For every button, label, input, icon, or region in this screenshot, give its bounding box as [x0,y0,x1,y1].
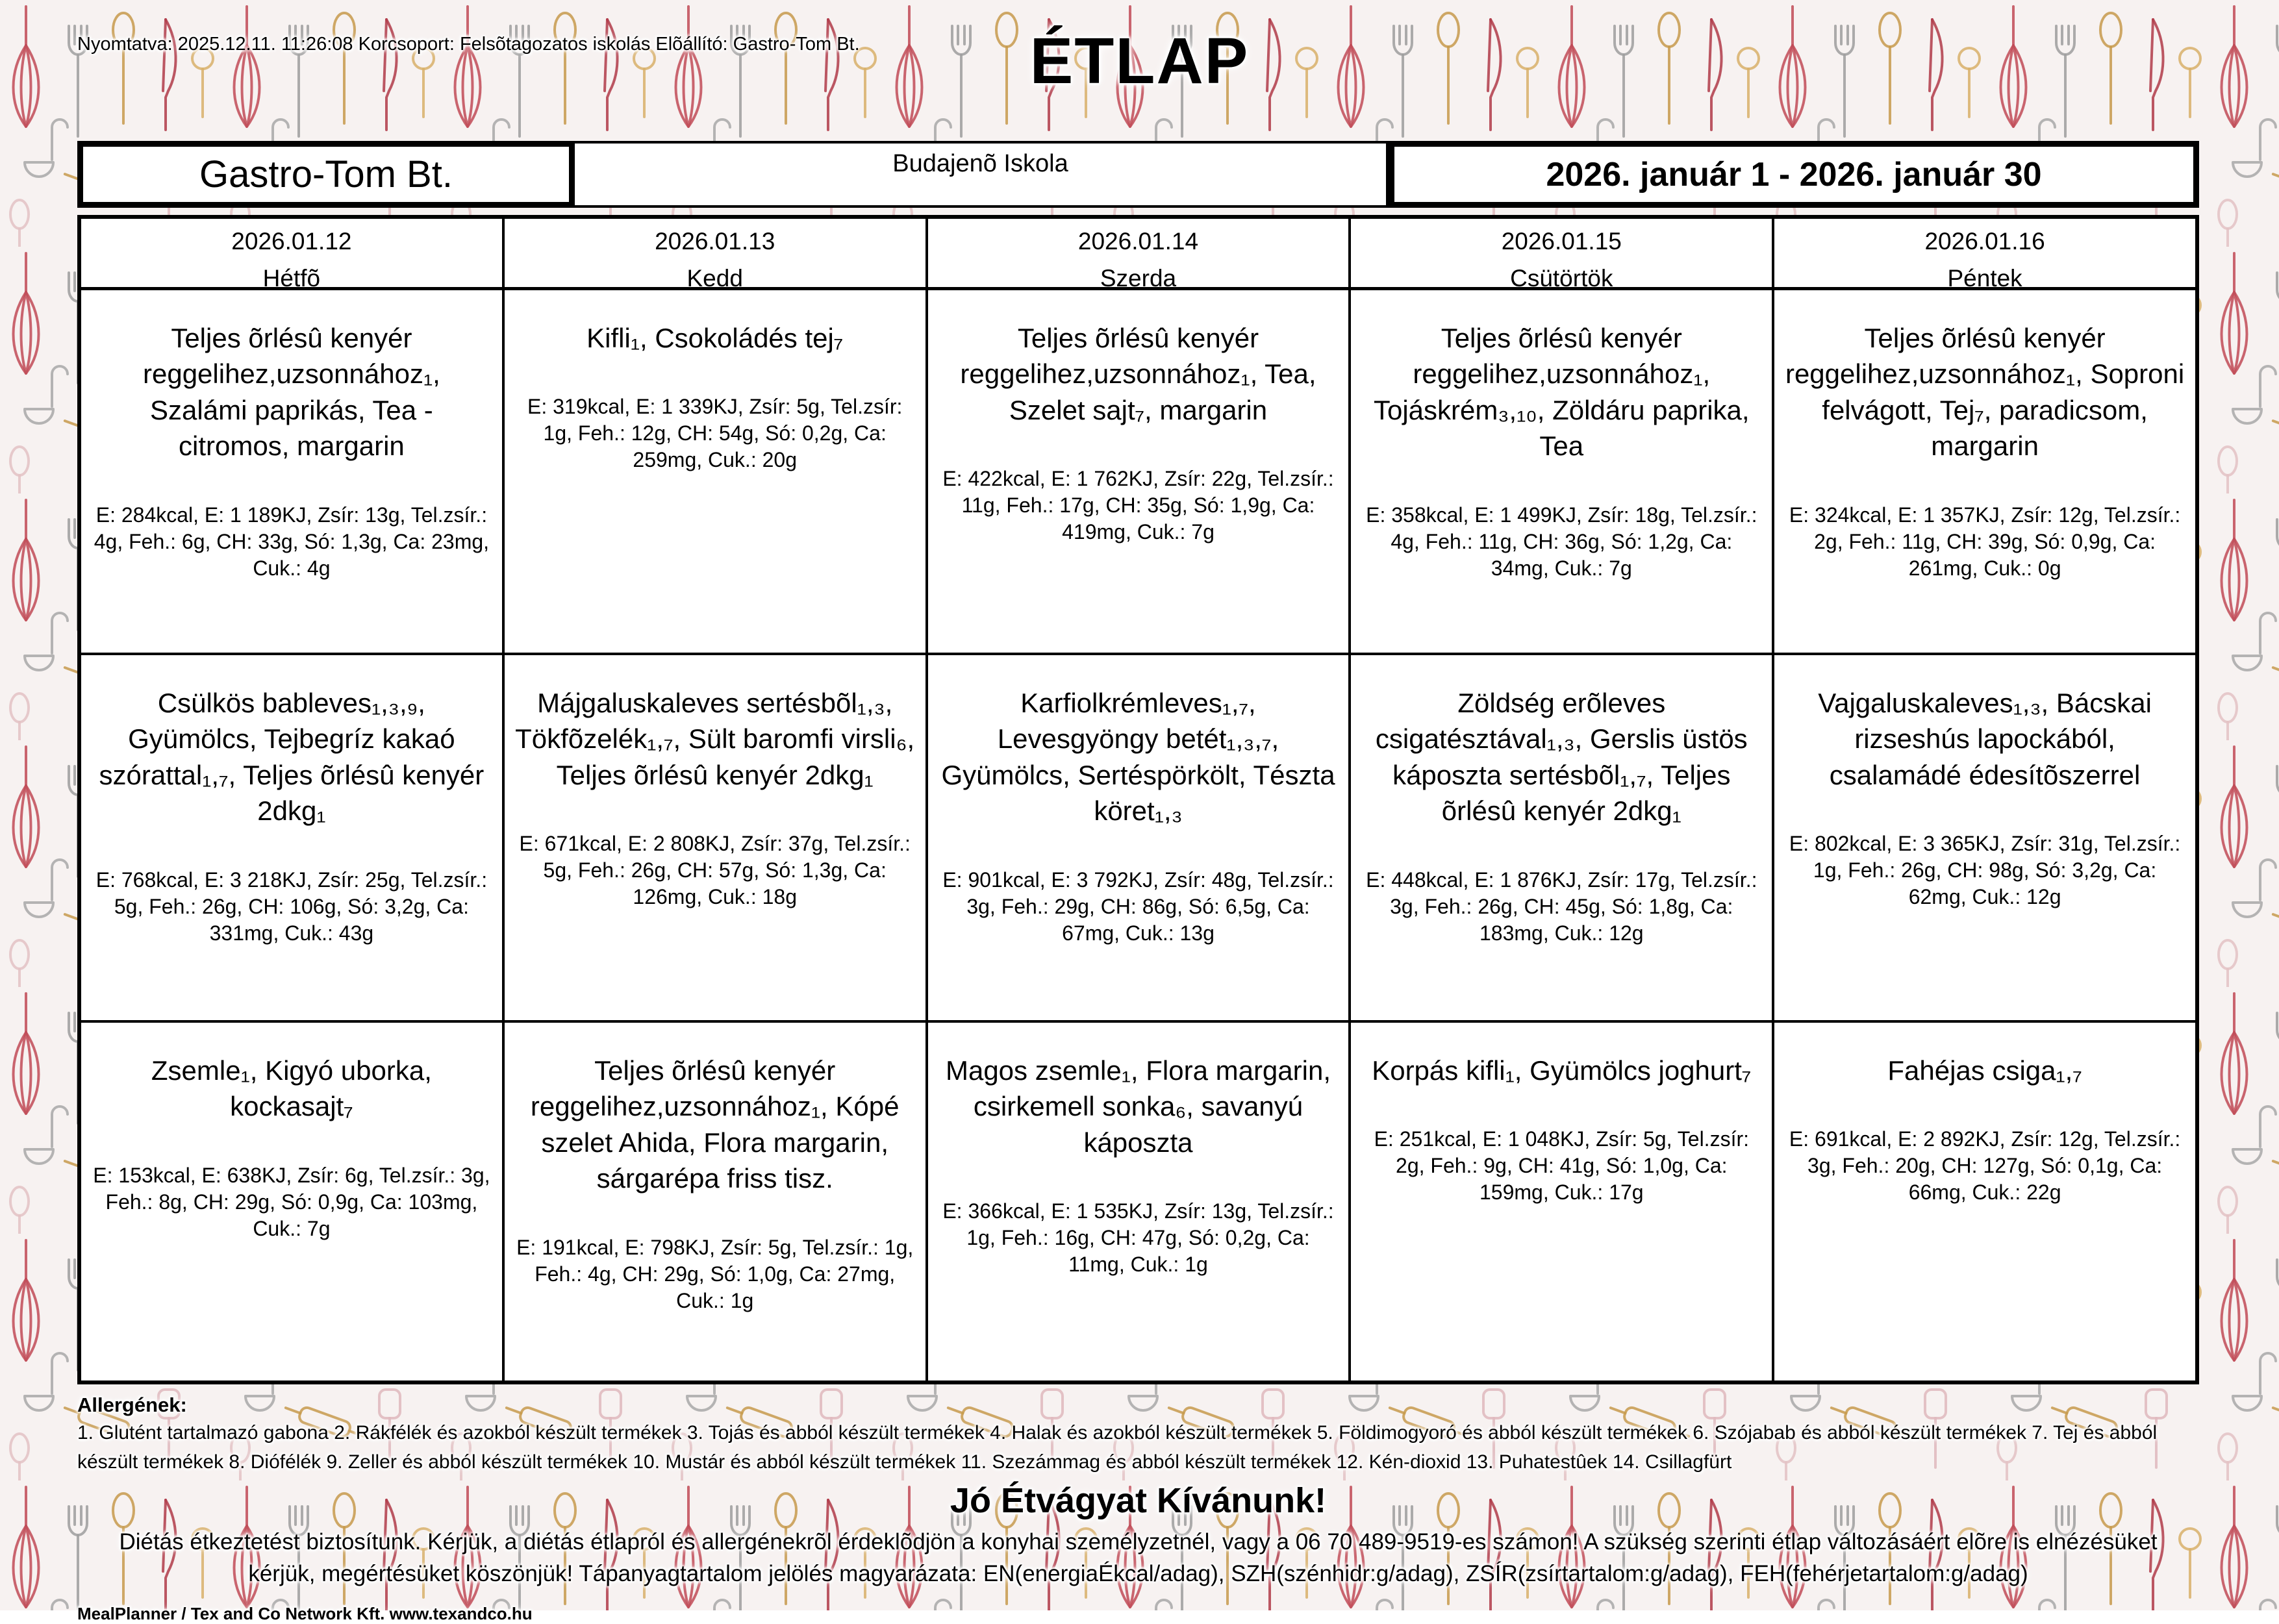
date-cell [505,219,925,290]
snack-cell [1351,1023,1772,1380]
header-row [77,141,2199,208]
lunch-nutrition: E: 671kcal, E: 2 808KJ, Zsír: 37g, Tel.zsír.: 5g, Feh.: 26g, CH: 57g, Só: 1,3g, Ca: 126mg, Cuk.: 18g [519,832,911,909]
snack-nutrition: E: 153kcal, E: 638KJ, Zsír: 6g, Tel.zsír.: 3g, Feh.: 8g, CH: 29g, Só: 0,9g, Ca: 103mg, Cuk.: 7g [93,1163,490,1240]
snack-nutrition: E: 366kcal, E: 1 535KJ, Zsír: 13g, Tel.zsír.: 1g, Feh.: 16g, CH: 47g, Só: 0,2g, Ca: 11mg, Cuk.: 1g [942,1199,1334,1277]
day-date: 2026.01.13 [655,228,775,255]
breakfast-cell [1351,290,1772,655]
snack-menu: Magos zsemle₁, Flora margarin, csirkemell sonka₆, savanyú káposzta [945,1055,1331,1158]
breakfast-menu: Teljes õrlésû kenyér reggelihez,uzsonnához₁, Szalámi paprikás, Tea - citromos, margarin [142,323,440,462]
date-range: 2026. január 1 - 2026. január 30 [1389,141,2199,208]
snack-menu: Teljes õrlésû kenyér reggelihez,uzsonnához₁, Kópé szelet Ahida, Flora margarin, sárgarépa friss tisz. [530,1055,900,1194]
lunch-cell [1774,655,2195,1023]
day-date: 2026.01.14 [1077,228,1199,255]
day-name: Hétfõ [262,265,321,292]
day-column [502,219,925,1380]
snack-menu: Fahéjas csiga₁,₇ [1887,1055,2082,1086]
print-info: Nyomtatva: 2025.12.11. 11:26:08 Korcsoport: Felsõtagozatos iskolás Elõállító: Gastro-Tom Bt. [77,34,860,55]
snack-menu: Zsemle₁, Kigyó uborka, kockasajt₇ [151,1055,432,1122]
day-column [81,219,502,1380]
bon-appetit-text: Jó Étvágyat Kívánunk! [950,1481,1327,1520]
page-title: ÉTLAP [1029,25,1250,97]
allergens-list: 1. Glutént tartalmazó gabona 2. Rákfélék és azokból készült termékek 3. Tojás és abból készült termékek 4. Halak és azokból készült termékek 5. Földimogyoró és abból készült termékek 6. Szójabab és abból készült termékek 7. Tej és abból készült termékek 8. Diófélék 9. Zeller és abból készült termékek 10. Mustár és abból készült termékek 11. Szezámmag és abból készült termékek 12. Kén-dioxid 13. Puhatestûek 14. Csillagfürt [77,1422,2158,1473]
lunch-menu: Májgaluskaleves sertésbõl₁,₃, Tökfõzelék₁,₇, Sült baromfi virsli₆, Teljes õrlésû kenyér 2dkg₁ [515,688,915,790]
breakfast-cell [928,290,1349,655]
day-column [1348,219,1772,1380]
lunch-cell [505,655,925,1023]
lunch-menu: Zöldség erõleves csigatésztával₁,₃, Gerslis üstös káposzta sertésbõl₁,₇, Teljes õrlésû kenyér 2dkg₁ [1375,688,1748,827]
breakfast-menu: Kifli₁, Csokoládés tej₇ [586,323,844,353]
snack-cell [1774,1023,2195,1380]
provider-name: Gastro-Tom Bt. [77,141,575,208]
day-name: Szerda [1100,265,1177,292]
snack-cell [505,1023,925,1380]
footer-credit: MealPlanner / Tex and Co Network Kft. www.texandco.hu [77,1604,533,1623]
snack-nutrition: E: 251kcal, E: 1 048KJ, Zsír: 5g, Tel.zsír: 2g, Feh.: 9g, CH: 41g, Só: 1,0g, Ca: 159mg, Cuk.: 17g [1374,1127,1749,1205]
lunch-cell [81,655,502,1023]
snack-nutrition: E: 191kcal, E: 798KJ, Zsír: 5g, Tel.zsír.: 1g, Feh.: 4g, CH: 29g, Só: 1,0g, Ca: 27mg, Cuk.: 1g [516,1235,914,1312]
breakfast-cell [505,290,925,655]
date-cell [928,219,1349,290]
day-column [1772,219,2195,1380]
breakfast-nutrition: E: 324kcal, E: 1 357KJ, Zsír: 12g, Tel.zsír.: 2g, Feh.: 11g, CH: 39g, Só: 0,9g, Ca: 261mg, Cuk.: 0g [1789,503,2181,580]
lunch-nutrition: E: 802kcal, E: 3 365KJ, Zsír: 31g, Tel.zsír.: 1g, Feh.: 26g, CH: 98g, Só: 3,2g, Ca: 62mg, Cuk.: 12g [1789,832,2181,909]
lunch-menu: Csülkös bableves₁,₃,₉, Gyümölcs, Tejbegríz kakaó szórattal₁,₇, Teljes õrlésû kenyér 2dkg₁ [99,688,485,827]
allergens-heading: Allergének: [77,1393,187,1416]
lunch-menu: Vajgaluskaleves₁,₃, Bácskai rizseshús lapockából, csalamádé édesítõszerrel [1818,688,2152,790]
day-date: 2026.01.12 [231,228,352,255]
snack-nutrition: E: 691kcal, E: 2 892KJ, Zsír: 12g, Tel.zsír.: 3g, Feh.: 20g, CH: 127g, Só: 0,1g, Ca: 66mg, Cuk.: 22g [1789,1127,2181,1205]
day-name: Kedd [686,265,743,292]
day-date: 2026.01.15 [1501,228,1622,255]
breakfast-menu: Teljes õrlésû kenyér reggelihez,uzsonnához₁, Soproni felvágott, Tej₇, paradicsom, margarin [1785,323,2185,462]
lunch-menu: Karfiolkrémleves₁,₇, Levesgyöngy betét₁,₃,₇, Gyümölcs, Sertéspörkölt, Tészta köret₁,₃ [941,688,1335,827]
date-cell [81,219,502,290]
day-column [925,219,1349,1380]
lunch-cell [1351,655,1772,1023]
diet-info-text: Diétás étkeztetést biztosítunk. Kérjük, a diétás étlapról és allergénekrõl érdeklõdjön a konyhai személyzetnél, vagy a 06 70 489-9519-es számon! A szükség szerinti étlap változásáért elõre is elnézésüket kérjük, megértésüket köszönjük! Tápanyagtartalom jelölés magyarázata: EN(energiaÉkcal/adag), SZH(szénhidr:g/adag), ZSÍR(zsírtartalom:g/adag), FEH(fehérjetartalom:g/adag) [119,1529,2158,1586]
snack-cell [81,1023,502,1380]
lunch-nutrition: E: 768kcal, E: 3 218KJ, Zsír: 25g, Tel.zsír.: 5g, Feh.: 26g, CH: 106g, Só: 3,2g, Ca: 331mg, Cuk.: 43g [95,868,488,945]
menu-table [77,215,2199,1384]
snack-menu: Korpás kifli₁, Gyümölcs joghurt₇ [1372,1055,1752,1086]
breakfast-nutrition: E: 422kcal, E: 1 762KJ, Zsír: 22g, Tel.zsír.: 11g, Feh.: 17g, CH: 35g, Só: 1,9g, Ca: 419mg, Cuk.: 7g [942,467,1334,544]
breakfast-nutrition: E: 319kcal, E: 1 339KJ, Zsír: 5g, Tel.zsír: 1g, Feh.: 12g, CH: 54g, Só: 0,2g, Ca: 259mg, Cuk.: 20g [527,395,903,472]
day-name: Csütörtök [1510,265,1613,292]
bottom-section [77,1393,2199,1624]
lunch-cell [928,655,1349,1023]
breakfast-cell [1774,290,2195,655]
school-name: Budajenõ Iskola [575,141,1389,208]
breakfast-menu: Teljes õrlésû kenyér reggelihez,uzsonnához₁, Tea, Szelet sajt₇, margarin [960,323,1316,425]
breakfast-cell [81,290,502,655]
day-name: Péntek [1947,265,2022,292]
breakfast-menu: Teljes õrlésû kenyér reggelihez,uzsonnához₁, Tojáskrém₃,₁₀, Zöldáru paprika, Tea [1373,323,1750,462]
snack-cell [928,1023,1349,1380]
lunch-nutrition: E: 901kcal, E: 3 792KJ, Zsír: 48g, Tel.zsír.: 3g, Feh.: 29g, CH: 86g, Só: 6,5g, Ca: 67mg, Cuk.: 13g [942,868,1334,945]
day-date: 2026.01.16 [1924,228,2045,255]
date-cell [1774,219,2195,290]
date-cell [1351,219,1772,290]
breakfast-nutrition: E: 358kcal, E: 1 499KJ, Zsír: 18g, Tel.zsír.: 4g, Feh.: 11g, CH: 36g, Só: 1,2g, Ca: 34mg, Cuk.: 7g [1366,503,1757,580]
breakfast-nutrition: E: 284kcal, E: 1 189KJ, Zsír: 13g, Tel.zsír.: 4g, Feh.: 6g, CH: 33g, Só: 1,3g, Ca: 23mg, Cuk.: 4g [94,503,490,580]
lunch-nutrition: E: 448kcal, E: 1 876KJ, Zsír: 17g, Tel.zsír.: 3g, Feh.: 26g, CH: 45g, Só: 1,8g, Ca: 183mg, Cuk.: 12g [1366,868,1757,945]
